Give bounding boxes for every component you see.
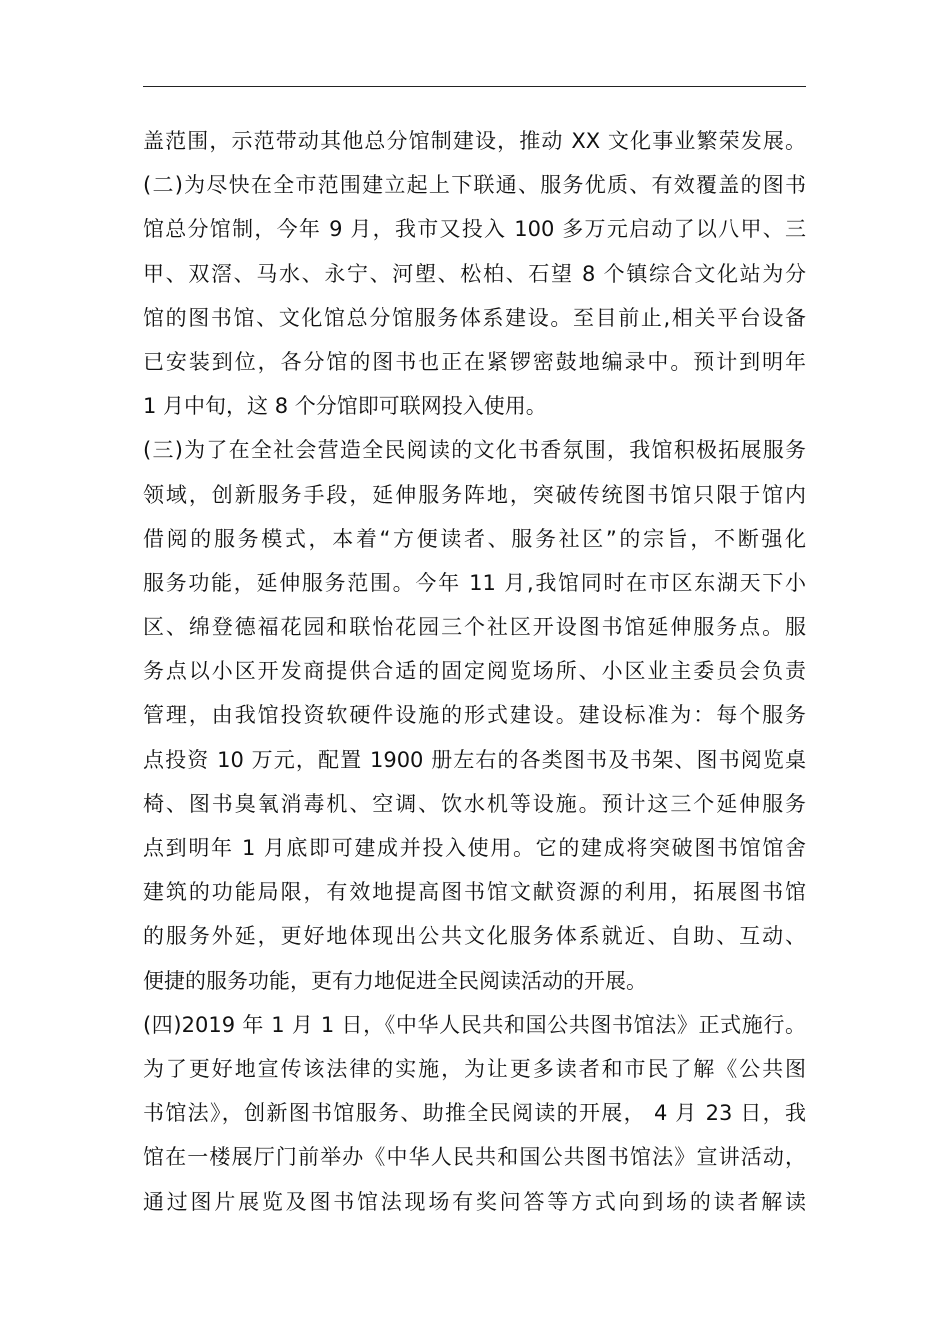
text-line: (四)2019 年 1 月 1 日，《中华人民共和国公共图书馆法》正式施行。 xyxy=(143,1012,806,1037)
text-line: 甲、双滘、马水、永宁、河塱、松柏、石望 8 个镇综合文化站为分 xyxy=(143,261,806,286)
text-line: 通过图片展览及图书馆法现场有奖问答等方式向到场的读者解读 xyxy=(143,1189,806,1214)
text-line: 建筑的功能局限，有效地提高图书馆文献资源的利用，拓展图书馆 xyxy=(143,880,806,905)
text-line: 借阅的服务模式，本着“方便读者、服务社区”的宗旨，不断强化 xyxy=(143,526,806,551)
text-line: 椅、图书臭氧消毒机、空调、饮水机等设施。预计这三个延伸服务 xyxy=(143,791,806,816)
text-line: 务点以小区开发商提供合适的固定阅览场所、小区业主委员会负责 xyxy=(143,659,806,684)
text-line: 区、绵登德福花园和联怡花园三个社区开设图书馆延伸服务点。服 xyxy=(143,615,806,640)
text-line: 为了更好地宣传该法律的实施，为让更多读者和市民了解《公共图 xyxy=(143,1056,806,1081)
text-line: 馆总分馆制，今年 9 月，我市又投入 100 多万元启动了以八甲、三 xyxy=(143,217,806,242)
text-line: 书馆法》，创新图书馆服务、助推全民阅读的开展， 4 月 23 日，我 xyxy=(143,1101,806,1126)
text-line: 馆在一楼展厅门前举办《中华人民共和国公共图书馆法》宣讲活动， xyxy=(143,1145,806,1170)
text-line: (三)为了在全社会营造全民阅读的文化书香氛围，我馆积极拓展服务 xyxy=(143,438,806,463)
text-line: (二)为尽快在全市范围建立起上下联通、服务优质、有效覆盖的图书 xyxy=(143,173,806,198)
text-line: 点投资 10 万元，配置 1900 册左右的各类图书及书架、图书阅览桌 xyxy=(143,747,806,772)
text-line: 服务功能，延伸服务范围。今年 11 月,我馆同时在市区东湖天下小 xyxy=(143,570,806,595)
text-line: 管理，由我馆投资软硬件设施的形式建设。建设标准为：每个服务 xyxy=(143,703,806,728)
text-line: 盖范围，示范带动其他总分馆制建设，推动 XX 文化事业繁荣发展。 xyxy=(143,129,806,153)
header-rule xyxy=(143,86,806,87)
text-line: 已安装到位，各分馆的图书也正在紧锣密鼓地编录中。预计到明年 xyxy=(143,349,806,374)
body-text xyxy=(143,119,806,1224)
text-line: 便捷的服务功能，更有力地促进全民阅读活动的开展。 xyxy=(143,968,647,993)
text-line: 1 月中旬，这 8 个分馆即可联网投入使用。 xyxy=(143,394,547,419)
text-line: 领域，创新服务手段，延伸服务阵地，突破传统图书馆只限于馆内 xyxy=(143,482,806,507)
text-line: 点到明年 1 月底即可建成并投入使用。它的建成将突破图书馆馆舍 xyxy=(143,836,806,860)
text-line: 的服务外延，更好地体现出公共文化服务体系就近、自助、互动、 xyxy=(143,924,806,949)
text-line: 馆的图书馆、文化馆总分馆服务体系建设。至目前止,相关平台设备 xyxy=(143,305,806,330)
